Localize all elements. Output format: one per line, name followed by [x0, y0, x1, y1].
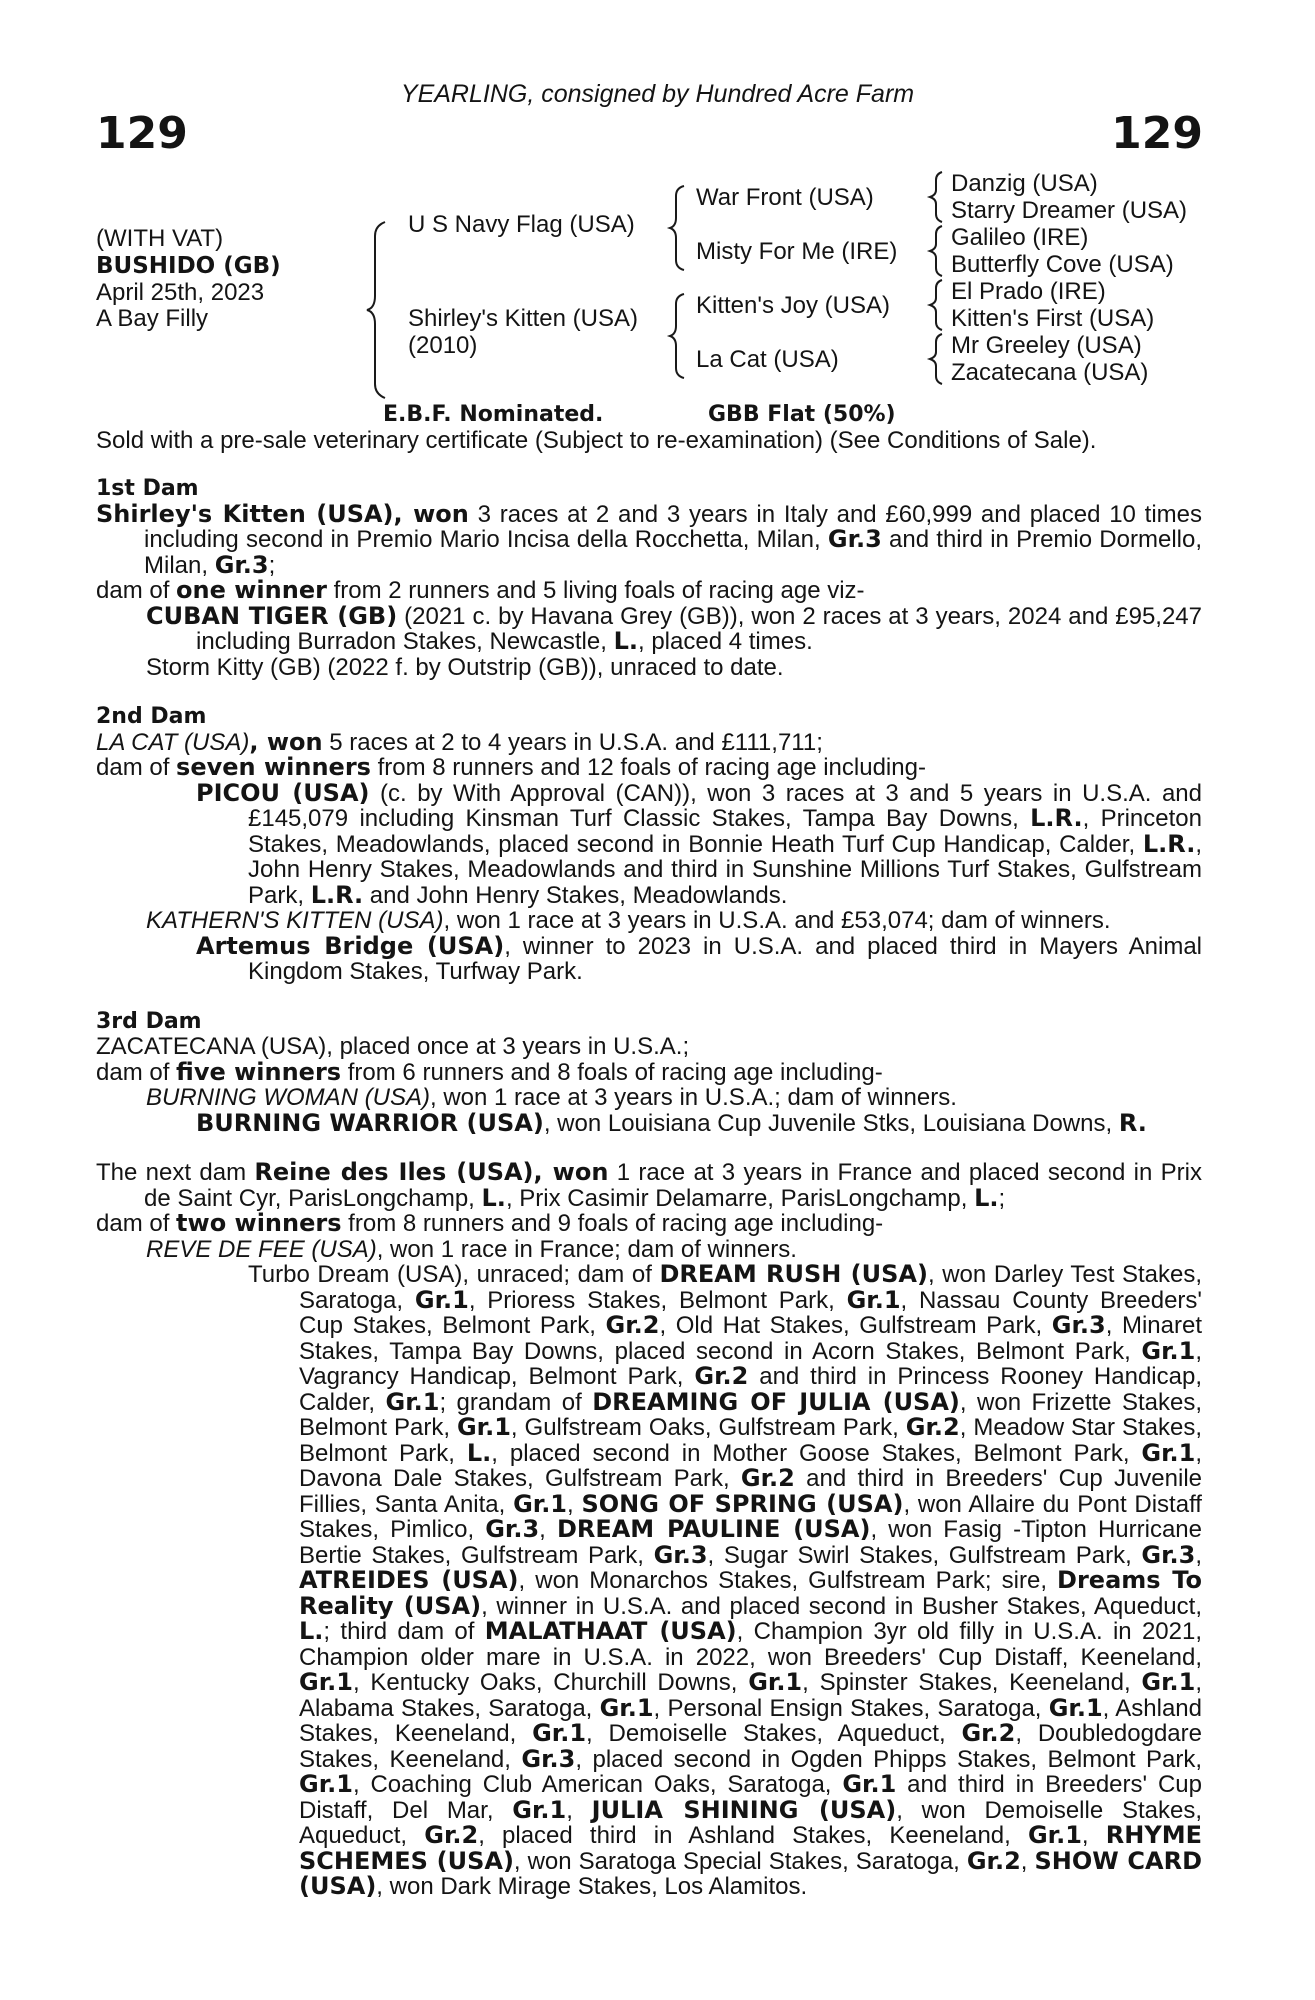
bold-segment: Gr.2: [694, 1362, 749, 1390]
text-segment: , Ashland Stakes, Keeneland,: [299, 1694, 1202, 1747]
vet-certificate-note: Sold with a pre-sale veterinary certificate (Subject to re-examination) (See Conditions of Sale).: [96, 427, 1097, 454]
text-segment: , won Frizette Stakes, Belmont Park,: [299, 1388, 1202, 1441]
text-segment: ; grandam of: [439, 1388, 593, 1416]
bold-segment: Gr.3: [1051, 1311, 1106, 1339]
text-segment: , won Allaire du Pont Distaff Stakes, Pimlico,: [299, 1490, 1202, 1543]
text-segment: , Doubledogdare Stakes, Keeneland,: [299, 1720, 1202, 1773]
bold-segment: Gr.2: [961, 1719, 1016, 1747]
dam-year: (2010): [408, 332, 478, 359]
text-segment: , won Monarchos Stakes, Gulfstream Park; sire,: [518, 1567, 1058, 1594]
bold-segment: Gr.1: [599, 1693, 654, 1722]
grand-ancestor-6: Kitten's First (USA): [951, 305, 1155, 332]
bold-segment: Dreams To Reality (USA): [299, 1566, 1202, 1620]
text-segment: ; third dam of: [323, 1618, 485, 1645]
bold-segment: Gr.1: [1141, 1336, 1196, 1365]
bold-segment: Gr.2: [740, 1464, 795, 1492]
grand-ancestor-4: Butterfly Cove (USA): [951, 251, 1174, 278]
dam2-produce: dam of seven winners from 8 runners and 12 foals of racing age including-: [96, 753, 926, 781]
text-segment: , placed third in Ashland Stakes, Keeneland,: [478, 1822, 1028, 1849]
sire-sire: War Front (USA): [696, 184, 874, 211]
text-segment: , Alabama Stakes, Saratoga,: [299, 1669, 1202, 1722]
bold-segment: Gr.1: [299, 1668, 353, 1696]
lot-number-right: 129: [1111, 108, 1203, 159]
dam-dam: La Cat (USA): [696, 346, 839, 373]
bold-segment: Gr.1: [1048, 1693, 1103, 1722]
bold-segment: Gr.1: [1027, 1821, 1082, 1849]
ebf-nominated: E.B.F. Nominated.: [383, 402, 604, 427]
dam2-heading: 2nd Dam: [96, 704, 207, 729]
text-segment: , won Darley Test Stakes, Saratoga,: [299, 1261, 1203, 1314]
dam3-progeny-2: BURNING WARRIOR (USA), won Louisiana Cup Juvenile Stks, Louisiana Downs, R.: [196, 1108, 1147, 1137]
text-segment: , Champion 3yr old filly in U.S.A. in 2021, Champion older mare in U.S.A. in 2022, won Breeders' Cup Distaff, Keeneland,: [299, 1618, 1203, 1671]
text-segment: , won Dark Mirage Stakes, Los Alamitos.: [376, 1873, 808, 1900]
bold-segment: Gr.2: [605, 1311, 660, 1339]
text-segment: and third in Princess Rooney Handicap, Calder,: [299, 1363, 1202, 1416]
text-segment: , Personal Ensign Stakes, Saratoga,: [653, 1694, 1049, 1722]
bold-segment: Gr.3: [521, 1744, 576, 1773]
dam2-progeny-1: PICOU (USA) (c. by With Approval (CAN)), won 3 races at 3 and 5 years in U.S.A. and £145,079 including Kinsman Turf Classic Stakes, Tampa Bay Downs, L.R., Princeton Stakes, Meadowlands, placed second in Bonnie Heath Turf Cup Handicap, Calder, L.R., John Henry Stakes, Meadowlands and third in Sunshine Millions Turf Stakes, Gulfstream Park, L.R. and John Henry Stakes, Meadowlands.: [196, 778, 1202, 909]
bold-segment: Gr.3: [653, 1540, 708, 1569]
text-segment: , Spinster Stakes, Keeneland,: [802, 1669, 1142, 1696]
dam1-foal-2: Storm Kitty (GB) (2022 f. by Outstrip (GB)), unraced to date.: [146, 653, 784, 681]
grand-ancestor-3: Galileo (IRE): [951, 224, 1089, 251]
horse-dob: April 25th, 2023: [96, 279, 265, 306]
bold-segment: L.: [299, 1617, 324, 1645]
bold-segment: Gr.2: [424, 1821, 479, 1849]
bold-segment: Gr.1: [299, 1770, 353, 1798]
dam3-produce: dam of five winners from 6 runners and 8 foals of racing age including-: [96, 1057, 883, 1086]
bold-segment: Gr.1: [414, 1285, 469, 1314]
text-segment: , winner in U.S.A. and placed second in Busher Stakes, Aqueduct,: [481, 1592, 1202, 1620]
bold-segment: Gr.1: [456, 1413, 511, 1441]
bold-segment: Gr.2: [905, 1413, 960, 1441]
dam1-heading: 1st Dam: [96, 476, 199, 501]
text-segment: , Davona Dale Stakes, Gulfstream Park,: [299, 1439, 1202, 1492]
bold-segment: Gr.3: [1141, 1540, 1196, 1569]
text-segment: , Vagrancy Handicap, Belmont Park,: [299, 1337, 1202, 1390]
grand-ancestor-7: Mr Greeley (USA): [951, 332, 1142, 359]
text-segment: , Old Hat Stakes, Gulfstream Park,: [659, 1312, 1052, 1339]
sire: U S Navy Flag (USA): [408, 211, 635, 238]
catalogue-body: [96, 476, 1202, 1900]
dam3-heading: 3rd Dam: [96, 1008, 202, 1034]
text-segment: ,: [1020, 1847, 1035, 1875]
text-segment: ,: [566, 1796, 592, 1824]
text-segment: , placed second in Mother Goose Stakes, Belmont Park,: [491, 1439, 1142, 1467]
bold-segment: Gr.1: [532, 1719, 587, 1747]
bold-segment: L.: [466, 1438, 492, 1467]
text-segment: , won Saratoga Special Stakes, Saratoga,: [513, 1847, 967, 1875]
text-segment: ,: [539, 1516, 557, 1543]
text-segment: , Sugar Swirl Stakes, Gulfstream Park,: [707, 1541, 1142, 1569]
dam: Shirley's Kitten (USA): [408, 305, 638, 332]
dam1-produce: dam of one winner from 2 runners and 5 living foals of racing age viz-: [96, 576, 865, 604]
text-segment: ,: [567, 1490, 582, 1518]
bold-segment: Gr.1: [842, 1770, 897, 1798]
text-segment: , Demoiselle Stakes, Aqueduct,: [586, 1720, 962, 1747]
grand-ancestor-8: Zacatecana (USA): [951, 359, 1149, 386]
text-segment: , Gulfstream Oaks, Gulfstream Park,: [510, 1414, 906, 1441]
dam1-name: Shirley's Kitten (USA), won: [96, 499, 469, 528]
text-segment: , won Demoiselle Stakes, Aqueduct,: [299, 1796, 1203, 1849]
horse-description: A Bay Filly: [96, 305, 209, 332]
bold-segment: DREAM RUSH (USA): [659, 1260, 928, 1288]
gbb-flat: GBB Flat (50%): [708, 402, 896, 427]
bold-segment: DREAM PAULINE (USA): [556, 1515, 871, 1543]
bold-segment: Gr.3: [485, 1515, 540, 1543]
text-segment: , Coaching Club American Oaks, Saratoga,: [352, 1771, 843, 1798]
grand-ancestor-1: Danzig (USA): [951, 170, 1098, 197]
grand-ancestor-5: El Prado (IRE): [951, 278, 1106, 305]
bold-segment: Gr.1: [1141, 1438, 1196, 1467]
dam2-record: LA CAT (USA), won 5 races at 2 to 4 years in U.S.A. and £111,711;: [96, 727, 823, 756]
consignment-header: YEARLING, consigned by Hundred Acre Farm: [400, 80, 915, 108]
text-segment: and third in Breeders' Cup Distaff, Del Mar,: [299, 1771, 1202, 1824]
bold-segment: Gr.1: [513, 1489, 568, 1518]
text-segment: and third in Breeders' Cup Juvenile Fillies, Santa Anita,: [299, 1465, 1203, 1518]
bold-segment: DREAMING OF JULIA (USA): [592, 1387, 960, 1416]
dam2-progeny-2: KATHERN'S KITTEN (USA), won 1 race at 3 years in U.S.A. and £53,074; dam of winners.: [146, 907, 1111, 934]
dam1-foal-1: CUBAN TIGER (GB) (2021 c. by Havana Grey (GB)), won 2 races at 3 years, 2024 and £95,247 including Burradon Stakes, Newcastle, L., placed 4 times.: [146, 601, 1203, 655]
text-segment: , Nassau County Breeders' Cup Stakes, Belmont Park,: [299, 1286, 1202, 1339]
dam2-progeny-3: Artemus Bridge (USA), winner to 2023 in U.S.A. and placed third in Mayers Animal Kingdom Stakes, Turfway Park.: [196, 931, 1202, 985]
text-segment: , won Fasig -Tipton Hurricane Bertie Stakes, Gulfstream Park,: [299, 1516, 1203, 1569]
text-segment: Turbo Dream (USA), unraced; dam of: [248, 1261, 660, 1288]
bold-segment: MALATHAAT (USA): [484, 1617, 737, 1645]
text-segment: , Minaret Stakes, Tampa Bay Downs, placed second in Acorn Stakes, Belmont Park,: [299, 1312, 1203, 1365]
text-segment: , Kentucky Oaks, Churchill Downs,: [352, 1669, 749, 1696]
dam4-progeny-1: REVE DE FEE (USA), won 1 race in France; dam of winners.: [146, 1235, 797, 1263]
horse-name: BUSHIDO (GB): [96, 253, 281, 279]
sire-dam: Misty For Me (IRE): [696, 238, 898, 265]
bold-segment: Gr.2: [966, 1846, 1021, 1875]
dam4-turbo-dream-entry: [96, 1262, 1202, 1900]
bold-segment: Gr.1: [748, 1668, 803, 1696]
bold-segment: JULIA SHINING (USA): [591, 1795, 897, 1824]
dam4-record: The next dam Reine des Iles (USA), won 1 race at 3 years in France and placed second in Prix de Saint Cyr, ParisLongchamp, L., Prix Casimir Delamarre, ParisLongchamp, L.;: [96, 1158, 1202, 1212]
bold-segment: SHOW CARD (USA): [299, 1846, 1202, 1900]
text-segment: ,: [1195, 1541, 1202, 1569]
bold-segment: Gr.1: [846, 1285, 901, 1314]
lot-number-left: 129: [96, 108, 188, 159]
dam3-record: ZACATECANA (USA), placed once at 3 years in U.S.A.;: [96, 1033, 690, 1060]
bold-segment: Gr.1: [385, 1387, 440, 1416]
grand-ancestor-2: Starry Dreamer (USA): [951, 197, 1188, 224]
dam-sire: Kitten's Joy (USA): [696, 292, 890, 319]
text-segment: , placed second in Ogden Phipps Stakes, Belmont Park,: [575, 1745, 1202, 1773]
bold-segment: ATREIDES (USA): [299, 1566, 519, 1594]
bold-segment: Gr.1: [512, 1795, 567, 1824]
dam3-progeny-1: BURNING WOMAN (USA), won 1 race at 3 years in U.S.A.; dam of winners.: [146, 1084, 957, 1111]
bold-segment: SONG OF SPRING (USA): [581, 1489, 904, 1518]
dam4-produce: dam of two winners from 8 runners and 9 foals of racing age including-: [96, 1209, 884, 1237]
text-segment: ,: [1081, 1822, 1106, 1849]
vat-note: (WITH VAT): [96, 225, 224, 252]
text-segment: , Prioress Stakes, Belmont Park,: [468, 1286, 847, 1314]
dam1-record: Shirley's Kitten (USA), won 3 races at 2 and 3 years in Italy and £60,999 and placed 10 times including second in Premio Mario Incisa della Rocchetta, Milan, Gr.3 and third in Premio Dormello, Milan, Gr.3;: [96, 499, 1203, 579]
bold-segment: RHYME SCHEMES (USA): [299, 1821, 1202, 1875]
text-segment: , Meadow Star Stakes, Belmont Park,: [299, 1414, 1202, 1467]
bold-segment: Gr.1: [1141, 1668, 1196, 1696]
